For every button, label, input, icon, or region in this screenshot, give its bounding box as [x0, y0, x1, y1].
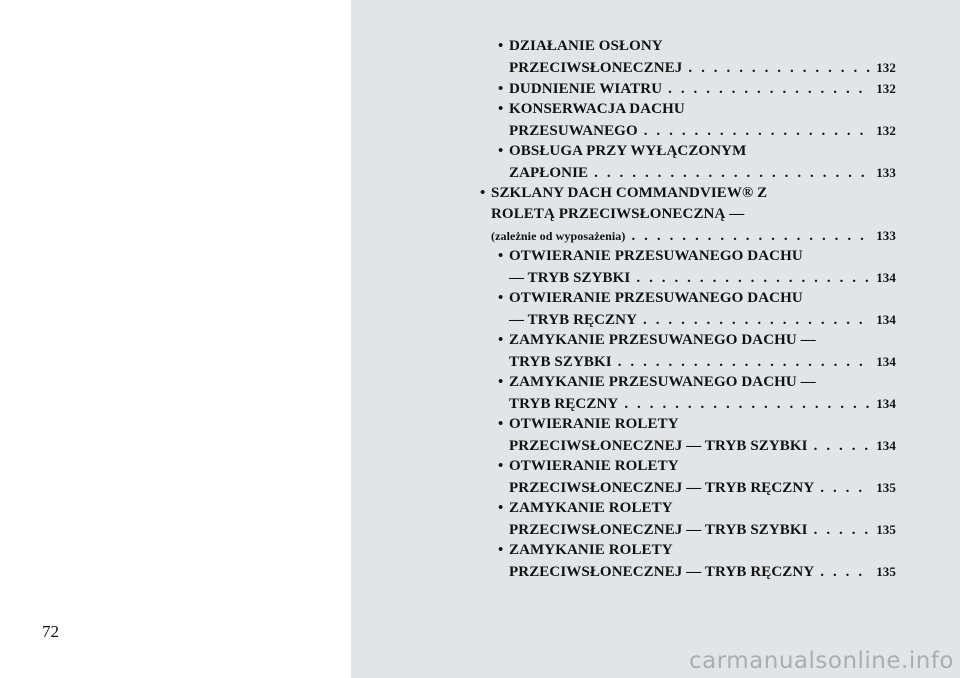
- dot-leader: [682, 58, 870, 79]
- entry-title: KONSERWACJA DACHU: [509, 101, 685, 117]
- watermark: carmanualsonline.info: [688, 648, 954, 674]
- entry-title: ZAMYKANIE ROLETY: [509, 500, 673, 516]
- entry-title: OTWIERANIE ROLETY: [509, 416, 679, 432]
- entry-page: 135: [876, 480, 896, 495]
- entry-page: 133: [876, 165, 896, 180]
- toc-entry-commandview-glass-roof[interactable]: [480, 183, 896, 247]
- entry-title: OTWIERANIE PRZESUWANEGO DACHU: [509, 248, 803, 264]
- entry-title-note: (zależnie od wyposażenia): [491, 229, 626, 243]
- entry-title-continued: PRZECIWSŁONECZNEJ — TRYB RĘCZNY: [509, 480, 815, 496]
- entry-page: 133: [876, 228, 896, 243]
- toc-entry-sunroof-maintenance[interactable]: [498, 99, 896, 142]
- bullet: •: [498, 332, 504, 348]
- entry-title-continued: TRYB SZYBKI: [509, 354, 612, 370]
- toc-entry-wind-buffeting[interactable]: [498, 78, 896, 100]
- entry-title: DUDNIENIE WIATRU: [509, 81, 663, 97]
- dot-leader: [637, 310, 870, 331]
- entry-title: SZKLANY DACH COMMANDVIEW® Z: [491, 185, 768, 201]
- bullet: •: [498, 542, 504, 558]
- toc-entry-open-sunroof-manual[interactable]: [498, 288, 896, 331]
- bullet: •: [480, 185, 486, 201]
- entry-title: ZAMYKANIE PRZESUWANEGO DACHU —: [509, 374, 816, 390]
- dot-leader: [814, 478, 870, 499]
- entry-title-continued: TRYB RĘCZNY: [509, 396, 619, 412]
- entry-title-continued: — TRYB SZYBKI: [509, 270, 631, 286]
- dot-leader: [808, 520, 870, 541]
- bullet: •: [498, 416, 504, 432]
- entry-title-continued: PRZECIWSŁONECZNEJ — TRYB RĘCZNY: [509, 564, 815, 580]
- bullet: •: [498, 500, 504, 516]
- bullet: •: [498, 143, 504, 159]
- page-number: 72: [42, 622, 59, 641]
- toc-entry-close-sunroof-manual[interactable]: [498, 372, 896, 415]
- entry-page: 134: [876, 270, 896, 285]
- dot-leader: [808, 436, 870, 457]
- entry-page: 134: [876, 438, 896, 453]
- entry-title: OTWIERANIE ROLETY: [509, 458, 679, 474]
- bullet: •: [498, 81, 504, 97]
- dot-leader: [612, 352, 870, 373]
- toc-entry-close-sunshade-express[interactable]: [498, 498, 896, 541]
- entry-title-continued: — TRYB RĘCZNY: [509, 312, 638, 328]
- entry-title: ZAMYKANIE ROLETY: [509, 542, 673, 558]
- dot-leader: [588, 163, 870, 184]
- entry-title-continued: PRZECIWSŁONECZNEJ: [509, 60, 683, 76]
- entry-page: 135: [876, 564, 896, 579]
- entry-title: OBSŁUGA PRZY WYŁĄCZONYM: [509, 143, 747, 159]
- bullet: •: [498, 458, 504, 474]
- entry-title-continued: PRZECIWSŁONECZNEJ — TRYB SZYBKI: [509, 438, 808, 454]
- bullet: •: [498, 290, 504, 306]
- dot-leader: [638, 121, 870, 142]
- toc-entry-close-sunshade-manual[interactable]: [498, 540, 896, 583]
- toc-entry-ignition-off-operation[interactable]: [498, 141, 896, 184]
- bullet: •: [498, 248, 504, 264]
- entry-title: OTWIERANIE PRZESUWANEGO DACHU: [509, 290, 803, 306]
- toc-entry-open-sunroof-express[interactable]: [498, 246, 896, 289]
- dot-leader: [625, 226, 870, 247]
- entry-page: 132: [876, 123, 896, 138]
- entry-page: 134: [876, 396, 896, 411]
- dot-leader: [630, 268, 870, 289]
- toc-entry-close-sunroof-express[interactable]: [498, 330, 896, 373]
- entry-page: 132: [876, 81, 896, 96]
- entry-page: 134: [876, 312, 896, 327]
- entry-page: 132: [876, 60, 896, 75]
- dot-leader: [814, 562, 870, 583]
- dot-leader: [662, 79, 870, 100]
- dot-leader: [618, 394, 870, 415]
- toc-entry-sun-visor-operation[interactable]: [498, 36, 896, 79]
- toc-entry-open-sunshade-manual[interactable]: [498, 456, 896, 499]
- bullet: •: [498, 38, 504, 54]
- bullet: •: [498, 374, 504, 390]
- toc-entry-open-sunshade-express[interactable]: [498, 414, 896, 457]
- entry-page: 135: [876, 522, 896, 537]
- entry-title-continued: ROLETĄ PRZECIWSŁONECZNĄ —: [491, 206, 745, 222]
- entry-title-continued: ZAPŁONIE: [509, 165, 589, 181]
- entry-title-continued: PRZESUWANEGO: [509, 123, 638, 139]
- entry-title-continued: PRZECIWSŁONECZNEJ — TRYB SZYBKI: [509, 522, 808, 538]
- entry-title: DZIAŁANIE OSŁONY: [509, 38, 663, 54]
- bullet: •: [498, 101, 504, 117]
- entry-title: ZAMYKANIE PRZESUWANEGO DACHU —: [509, 332, 816, 348]
- entry-page: 134: [876, 354, 896, 369]
